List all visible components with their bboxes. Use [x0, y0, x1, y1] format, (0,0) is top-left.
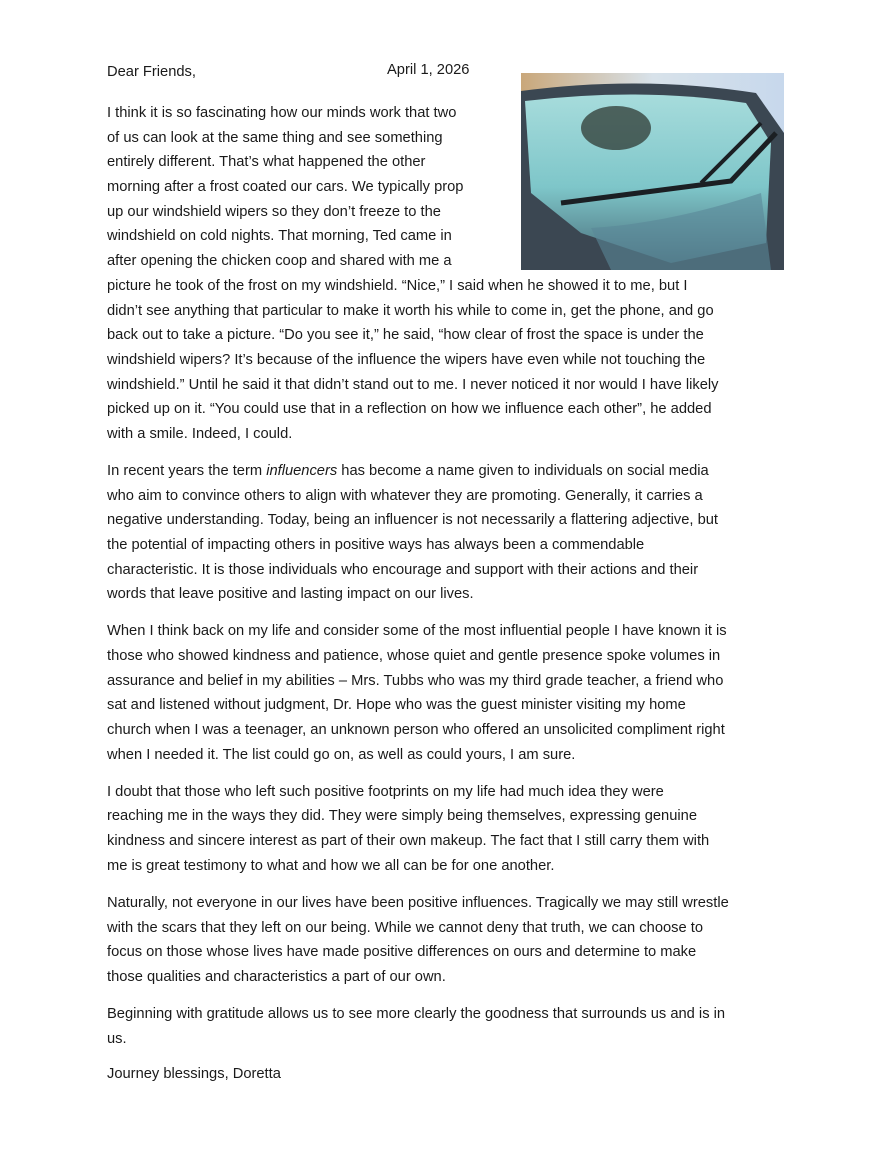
text-segment: when I needed it. The list could go on, as well as could yours, I am sure.	[107, 746, 576, 763]
text-line	[107, 965, 797, 990]
text-line	[107, 175, 797, 200]
closing-signature: Journey blessings, Doretta	[107, 1066, 281, 1082]
text-line	[107, 274, 797, 299]
text-segment: has become a name given to individuals on social media	[337, 462, 709, 479]
paragraph	[107, 891, 797, 990]
text-segment: I think it is so fascinating how our minds work that two	[107, 105, 457, 121]
text-segment: characteristic. It is those individuals who encourage and support with their actions and their	[107, 561, 699, 578]
paragraph	[107, 619, 797, 767]
text-line	[107, 422, 797, 447]
text-line	[107, 891, 797, 916]
text-line	[107, 323, 797, 348]
paragraph	[107, 1002, 797, 1051]
text-line	[107, 397, 797, 422]
paragraph	[107, 780, 797, 879]
text-segment: sat and listened without judgment, Dr. Hope who was the guest minister visiting my home	[107, 697, 686, 714]
text-segment: me is great testimony to what and how we all can be for one another.	[107, 857, 555, 874]
text-line	[107, 484, 797, 509]
text-line	[107, 718, 797, 743]
text-line	[107, 1002, 797, 1027]
text-segment: after opening the chicken coop and shared with me a	[107, 253, 452, 270]
text-segment: focus on those whose lives have made positive differences on ours and determine to make	[107, 944, 697, 961]
emphasized-term: influencers	[266, 462, 338, 479]
text-line	[107, 693, 797, 718]
text-line	[107, 743, 797, 768]
text-line	[107, 299, 797, 324]
text-line	[107, 854, 797, 879]
text-line	[107, 150, 797, 175]
text-segment: windshield.” Until he said it that didn’t stand out to me. I never noticed it nor would I have likely	[107, 376, 719, 393]
text-line	[107, 459, 797, 484]
text-segment: of us can look at the same thing and see something	[107, 129, 443, 146]
text-line	[107, 200, 797, 225]
text-line	[107, 249, 797, 274]
text-segment: reaching me in the ways they did. They were simply being themselves, expressing genuine	[107, 808, 697, 825]
text-line	[107, 916, 797, 941]
text-line	[107, 1027, 797, 1052]
text-segment: us.	[107, 1030, 127, 1047]
text-segment: windshield wipers? It’s because of the influence the wipers have even while not touching the	[107, 351, 706, 368]
text-segment: When I think back on my life and consider some of the most influential people I have known it is	[107, 623, 727, 640]
text-segment: with a smile. Indeed, I could.	[107, 425, 293, 442]
letter-date: April 1, 2026	[387, 62, 470, 78]
text-line	[107, 804, 797, 829]
text-line	[107, 940, 797, 965]
text-segment: assurance and belief in my abilities – Mrs. Tubbs who was my third grade teacher, a friend who	[107, 672, 724, 689]
text-segment: those who showed kindness and patience, whose quiet and gentle presence spoke volumes in	[107, 648, 721, 665]
text-segment: back out to take a picture. “Do you see it,” he said, “how clear of frost the space is under the	[107, 327, 704, 344]
text-segment: picture he took of the frost on my windshield. “Nice,” I said when he showed it to me, but I	[107, 277, 688, 294]
text-segment: picked up on it. “You could use that in a reflection on how we influence each other”, he added	[107, 401, 712, 418]
text-segment: negative understanding. Today, being an influencer is not necessarily a flattering adjective, but	[107, 512, 719, 529]
text-segment: words that leave positive and lasting impact on our lives.	[107, 586, 474, 603]
text-segment: kindness and sincere interest as part of their own makeup. The fact that I still carry them with	[107, 833, 710, 850]
salutation: Dear Friends,	[107, 64, 196, 80]
text-line	[107, 619, 797, 644]
text-segment: church when I was a teenager, an unknown person who offered an unsolicited compliment right	[107, 722, 725, 739]
text-segment: those qualities and characteristics a part of our own.	[107, 968, 446, 985]
text-segment: up our windshield wipers so they don’t freeze to the	[107, 203, 441, 220]
text-line	[107, 582, 797, 607]
paragraph	[107, 459, 797, 607]
paragraph	[107, 101, 797, 447]
text-segment: I doubt that those who left such positive footprints on my life had much idea they were	[107, 783, 664, 800]
text-segment: the potential of impacting others in positive ways has always been a commendable	[107, 536, 645, 553]
text-line	[107, 533, 797, 558]
text-segment: entirely different. That’s what happened the other	[107, 154, 426, 171]
text-segment: Beginning with gratitude allows us to see more clearly the goodness that surrounds us and is in	[107, 1005, 726, 1022]
text-line	[107, 508, 797, 533]
text-segment: windshield on cold nights. That morning, Ted came in	[107, 228, 452, 245]
text-line	[107, 101, 797, 126]
text-segment: who aim to convince others to align with whatever they are promoting. Generally, it carries a	[107, 487, 703, 504]
text-line	[107, 829, 797, 854]
text-line	[107, 558, 797, 583]
text-segment: morning after a frost coated our cars. We typically prop	[107, 179, 464, 196]
text-line	[107, 224, 797, 249]
text-segment: with the scars that they left on our being. While we cannot deny that truth, we can choose to	[107, 919, 703, 936]
text-line	[107, 373, 797, 398]
text-line	[107, 644, 797, 669]
text-line	[107, 348, 797, 373]
text-line	[107, 126, 797, 151]
text-line	[107, 780, 797, 805]
letter-body	[107, 101, 797, 1064]
text-segment: In recent years the term	[107, 462, 267, 479]
text-segment: didn’t see anything that particular to make it worth his while to come in, get the phone, and go	[107, 302, 714, 319]
text-line	[107, 669, 797, 694]
text-segment: Naturally, not everyone in our lives have been positive influences. Tragically we may still wrestle	[107, 894, 729, 911]
